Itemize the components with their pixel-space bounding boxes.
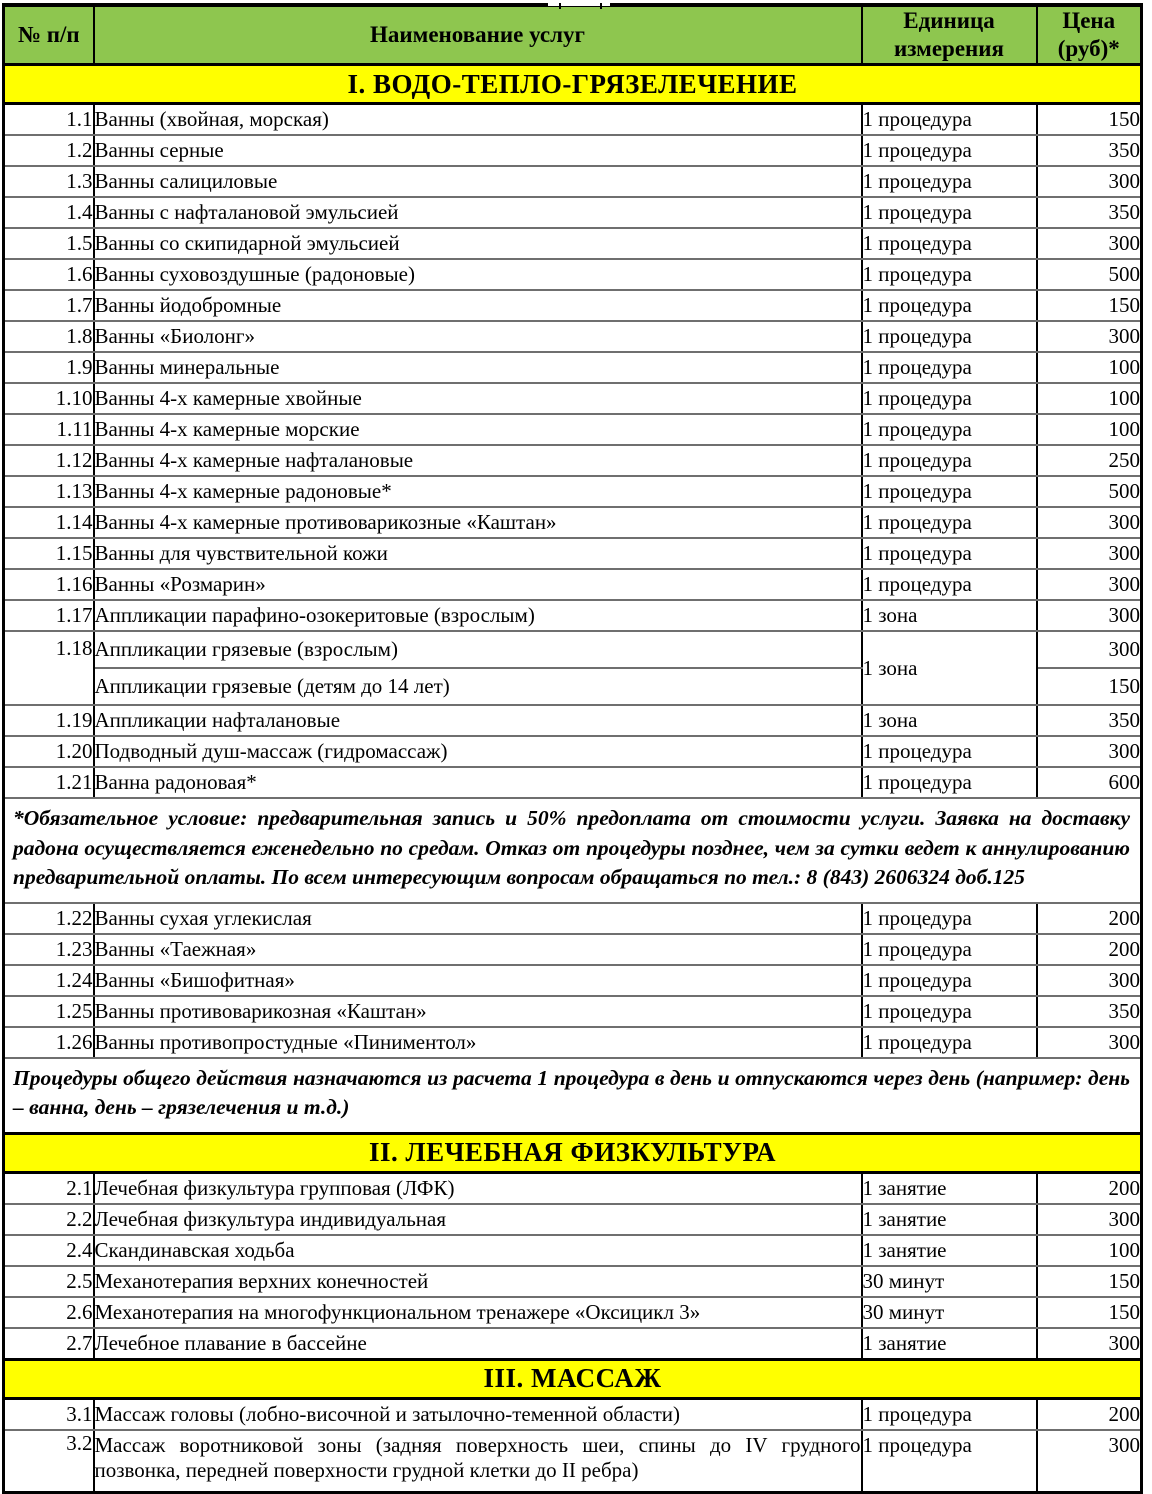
price-cell: 300 bbox=[1037, 507, 1142, 538]
table-header-row bbox=[4, 5, 1142, 65]
price-cell: 200 bbox=[1037, 1398, 1142, 1430]
row-number: 2.7 bbox=[4, 1328, 94, 1360]
table-row bbox=[4, 1204, 1142, 1235]
unit-cell: 1 процедура bbox=[862, 383, 1037, 414]
price-cell: 300 bbox=[1037, 538, 1142, 569]
price-cell: 100 bbox=[1037, 1235, 1142, 1266]
row-number: 1.24 bbox=[4, 965, 94, 996]
row-number: 1.11 bbox=[4, 414, 94, 445]
row-number: 1.13 bbox=[4, 476, 94, 507]
row-number: 2.4 bbox=[4, 1235, 94, 1266]
table-row bbox=[4, 538, 1142, 569]
row-number: 1.3 bbox=[4, 166, 94, 197]
section-header-row bbox=[4, 1359, 1142, 1398]
table-row bbox=[4, 259, 1142, 290]
price-cell: 300 bbox=[1037, 166, 1142, 197]
service-name: Ванны йодобромные bbox=[94, 290, 862, 321]
note-text: *Обязательное условие: предварительная запись и 50% предоплата от стоимости услуги. Заявка на доставку радона осуществляется еженедельно по средам. Отказ от процедуры позднее, чем за сутки ведет к аннулированию предварительной оплаты. По всем интересующим вопросам обращаться по тел.: 8 (843) 2606324 доб.125 bbox=[4, 798, 1142, 903]
service-name: Ванны минеральные bbox=[94, 352, 862, 383]
table-row bbox=[4, 903, 1142, 934]
row-number: 2.1 bbox=[4, 1172, 94, 1204]
service-name: Ванны салициловые bbox=[94, 166, 862, 197]
service-name: Ванны для чувствительной кожи bbox=[94, 538, 862, 569]
unit-cell: 1 процедура bbox=[862, 445, 1037, 476]
unit-cell: 1 процедура bbox=[862, 569, 1037, 600]
unit-cell: 1 процедура bbox=[862, 197, 1037, 228]
service-name: Ванны 4-х камерные нафталановые bbox=[94, 445, 862, 476]
col-header-price: Цена (руб)* bbox=[1037, 5, 1142, 65]
price-cell: 300 bbox=[1037, 1204, 1142, 1235]
row-number: 3.2 bbox=[4, 1430, 94, 1493]
unit-cell: 1 процедура bbox=[862, 352, 1037, 383]
row-number: 2.6 bbox=[4, 1297, 94, 1328]
price-cell: 300 bbox=[1037, 631, 1142, 668]
table-row bbox=[4, 600, 1142, 631]
table-row bbox=[4, 166, 1142, 197]
table-row bbox=[4, 736, 1142, 767]
table-row bbox=[4, 1297, 1142, 1328]
price-cell: 300 bbox=[1037, 736, 1142, 767]
table-row bbox=[4, 1172, 1142, 1204]
table-row bbox=[4, 321, 1142, 352]
service-name: Ванны серные bbox=[94, 135, 862, 166]
service-name: Ванны (хвойная, морская) bbox=[94, 104, 862, 136]
col-header-num: № п/п bbox=[4, 5, 94, 65]
table-row bbox=[4, 228, 1142, 259]
section-title: II. ЛЕЧЕБНАЯ ФИЗКУЛЬТУРА bbox=[4, 1133, 1142, 1172]
unit-cell: 1 процедура bbox=[862, 259, 1037, 290]
service-name: Аппликации нафталановые bbox=[94, 705, 862, 736]
price-cell: 500 bbox=[1037, 476, 1142, 507]
unit-cell: 1 процедура bbox=[862, 1430, 1037, 1493]
unit-cell: 1 процедура bbox=[862, 1027, 1037, 1058]
price-cell: 300 bbox=[1037, 1328, 1142, 1360]
row-number: 1.5 bbox=[4, 228, 94, 259]
section-title: III. МАССАЖ bbox=[4, 1359, 1142, 1398]
table-row bbox=[4, 934, 1142, 965]
row-number: 1.2 bbox=[4, 135, 94, 166]
table-row bbox=[4, 383, 1142, 414]
row-number: 1.19 bbox=[4, 705, 94, 736]
row-number: 1.8 bbox=[4, 321, 94, 352]
section-header-row bbox=[4, 65, 1142, 104]
unit-cell: 30 минут bbox=[862, 1297, 1037, 1328]
table-row bbox=[4, 1027, 1142, 1058]
row-number: 1.18 bbox=[4, 631, 94, 705]
unit-cell: 1 процедура bbox=[862, 934, 1037, 965]
table-row bbox=[4, 135, 1142, 166]
price-cell: 300 bbox=[1037, 600, 1142, 631]
table-row bbox=[4, 1266, 1142, 1297]
price-cell: 100 bbox=[1037, 383, 1142, 414]
price-cell: 350 bbox=[1037, 197, 1142, 228]
price-cell: 300 bbox=[1037, 1430, 1142, 1493]
service-name: Скандинавская ходьба bbox=[94, 1235, 862, 1266]
unit-cell: 1 процедура bbox=[862, 476, 1037, 507]
service-name: Ванны 4-х камерные радоновые* bbox=[94, 476, 862, 507]
price-cell: 300 bbox=[1037, 228, 1142, 259]
row-number: 1.14 bbox=[4, 507, 94, 538]
unit-cell: 1 процедура bbox=[862, 414, 1037, 445]
unit-cell: 1 процедура bbox=[862, 166, 1037, 197]
section-title: I. ВОДО-ТЕПЛО-ГРЯЗЕЛЕЧЕНИЕ bbox=[4, 65, 1142, 104]
service-name: Ванны сухая углекислая bbox=[94, 903, 862, 934]
unit-cell: 1 занятие bbox=[862, 1235, 1037, 1266]
unit-cell: 1 процедура bbox=[862, 538, 1037, 569]
service-name: Массаж головы (лобно-височной и затылочно-теменной области) bbox=[94, 1398, 862, 1430]
table-row bbox=[4, 1328, 1142, 1360]
col-header-unit: Единица измерения bbox=[862, 5, 1037, 65]
table-row bbox=[4, 569, 1142, 600]
row-number: 1.12 bbox=[4, 445, 94, 476]
service-name: Механотерапия на многофункциональном тренажере «Оксицикл 3» bbox=[94, 1297, 862, 1328]
price-cell: 600 bbox=[1037, 767, 1142, 798]
price-cell: 350 bbox=[1037, 135, 1142, 166]
service-name: Ванны «Бишофитная» bbox=[94, 965, 862, 996]
price-cell: 350 bbox=[1037, 996, 1142, 1027]
row-number: 2.5 bbox=[4, 1266, 94, 1297]
table-row bbox=[4, 1430, 1142, 1493]
price-cell: 150 bbox=[1037, 668, 1142, 705]
unit-cell: 1 зона bbox=[862, 631, 1037, 705]
cropped-cell-border-tick bbox=[600, 3, 602, 9]
row-number: 1.6 bbox=[4, 259, 94, 290]
service-name: Механотерапия верхних конечностей bbox=[94, 1266, 862, 1297]
price-cell: 350 bbox=[1037, 705, 1142, 736]
unit-cell: 1 процедура bbox=[862, 1398, 1037, 1430]
unit-cell: 1 процедура bbox=[862, 736, 1037, 767]
unit-cell: 1 процедура bbox=[862, 290, 1037, 321]
service-name: Ванны противопростудные «Пиниментол» bbox=[94, 1027, 862, 1058]
price-cell: 150 bbox=[1037, 1297, 1142, 1328]
row-number: 1.1 bbox=[4, 104, 94, 136]
price-cell: 100 bbox=[1037, 352, 1142, 383]
note-row bbox=[4, 798, 1142, 903]
service-name: Лечебное плавание в бассейне bbox=[94, 1328, 862, 1360]
service-name: Аппликации грязевые (взрослым) bbox=[94, 631, 862, 668]
service-name: Ванны противоварикозная «Каштан» bbox=[94, 996, 862, 1027]
table-row bbox=[4, 507, 1142, 538]
price-cell: 300 bbox=[1037, 569, 1142, 600]
table-row bbox=[4, 767, 1142, 798]
price-cell: 150 bbox=[1037, 104, 1142, 136]
row-number: 1.17 bbox=[4, 600, 94, 631]
service-name: Ванны 4-х камерные морские bbox=[94, 414, 862, 445]
table-row bbox=[4, 705, 1142, 736]
service-name: Массаж воротниковой зоны (задняя поверхность шеи, спины до IV грудного позвонка, передней поверхности грудной клетки до II ребра) bbox=[94, 1430, 862, 1493]
service-name: Ванны с нафталановой эмульсией bbox=[94, 197, 862, 228]
row-number: 1.25 bbox=[4, 996, 94, 1027]
row-number: 3.1 bbox=[4, 1398, 94, 1430]
unit-cell: 1 зона bbox=[862, 600, 1037, 631]
row-number: 1.26 bbox=[4, 1027, 94, 1058]
unit-cell: 1 занятие bbox=[862, 1172, 1037, 1204]
section-header-row bbox=[4, 1133, 1142, 1172]
unit-cell: 1 процедура bbox=[862, 767, 1037, 798]
row-number: 1.21 bbox=[4, 767, 94, 798]
table-row bbox=[4, 445, 1142, 476]
service-name: Лечебная физкультура индивидуальная bbox=[94, 1204, 862, 1235]
table-row bbox=[4, 996, 1142, 1027]
service-name: Ванны суховоздушные (радоновые) bbox=[94, 259, 862, 290]
service-name: Ванны «Биолонг» bbox=[94, 321, 862, 352]
price-cell: 300 bbox=[1037, 1027, 1142, 1058]
services-price-table bbox=[2, 3, 1143, 1494]
price-cell: 300 bbox=[1037, 321, 1142, 352]
price-cell: 100 bbox=[1037, 414, 1142, 445]
unit-cell: 1 процедура bbox=[862, 104, 1037, 136]
service-name: Ванны «Таежная» bbox=[94, 934, 862, 965]
service-name: Аппликации грязевые (детям до 14 лет) bbox=[94, 668, 862, 705]
price-cell: 200 bbox=[1037, 934, 1142, 965]
row-number: 1.4 bbox=[4, 197, 94, 228]
price-cell: 150 bbox=[1037, 1266, 1142, 1297]
table-row bbox=[4, 414, 1142, 445]
table-row bbox=[4, 1235, 1142, 1266]
col-header-name: Наименование услуг bbox=[94, 5, 862, 65]
service-name: Подводный душ-массаж (гидромассаж) bbox=[94, 736, 862, 767]
unit-cell: 1 занятие bbox=[862, 1328, 1037, 1360]
unit-cell: 1 зона bbox=[862, 705, 1037, 736]
cropped-cell-border-tick bbox=[559, 3, 561, 9]
service-name: Ванны 4-х камерные противоварикозные «Каштан» bbox=[94, 507, 862, 538]
unit-cell: 1 процедура bbox=[862, 965, 1037, 996]
table-row bbox=[4, 1398, 1142, 1430]
row-number: 1.10 bbox=[4, 383, 94, 414]
service-name: Лечебная физкультура групповая (ЛФК) bbox=[94, 1172, 862, 1204]
price-list-page bbox=[0, 3, 1152, 1482]
table-row bbox=[4, 290, 1142, 321]
row-number: 1.15 bbox=[4, 538, 94, 569]
unit-cell: 1 процедура bbox=[862, 228, 1037, 259]
note-row bbox=[4, 1058, 1142, 1134]
unit-cell: 1 занятие bbox=[862, 1204, 1037, 1235]
row-number: 1.22 bbox=[4, 903, 94, 934]
table-row bbox=[4, 352, 1142, 383]
price-cell: 200 bbox=[1037, 903, 1142, 934]
unit-cell: 1 процедура bbox=[862, 903, 1037, 934]
service-name: Ванны «Розмарин» bbox=[94, 569, 862, 600]
price-cell: 200 bbox=[1037, 1172, 1142, 1204]
service-name: Ванны 4-х камерные хвойные bbox=[94, 383, 862, 414]
unit-cell: 1 процедура bbox=[862, 507, 1037, 538]
row-number: 1.20 bbox=[4, 736, 94, 767]
service-name: Ванна радоновая* bbox=[94, 767, 862, 798]
service-name: Ванны со скипидарной эмульсией bbox=[94, 228, 862, 259]
unit-cell: 1 процедура bbox=[862, 321, 1037, 352]
unit-cell: 1 процедура bbox=[862, 135, 1037, 166]
service-name: Аппликации парафино-озокеритовые (взрослым) bbox=[94, 600, 862, 631]
table-row bbox=[4, 197, 1142, 228]
unit-cell: 1 процедура bbox=[862, 996, 1037, 1027]
table-row bbox=[4, 476, 1142, 507]
price-cell: 300 bbox=[1037, 965, 1142, 996]
row-number: 1.23 bbox=[4, 934, 94, 965]
row-number: 1.7 bbox=[4, 290, 94, 321]
table-row bbox=[4, 104, 1142, 136]
table-row bbox=[4, 631, 1142, 668]
unit-cell: 30 минут bbox=[862, 1266, 1037, 1297]
table-row bbox=[4, 965, 1142, 996]
row-number: 1.9 bbox=[4, 352, 94, 383]
row-number: 1.16 bbox=[4, 569, 94, 600]
price-cell: 150 bbox=[1037, 290, 1142, 321]
price-cell: 500 bbox=[1037, 259, 1142, 290]
price-cell: 250 bbox=[1037, 445, 1142, 476]
row-number: 2.2 bbox=[4, 1204, 94, 1235]
note-text: Процедуры общего действия назначаются из расчета 1 процедура в день и отпускаются через день (например: день – ванна, день – грязелечения и т.д.) bbox=[4, 1058, 1142, 1134]
